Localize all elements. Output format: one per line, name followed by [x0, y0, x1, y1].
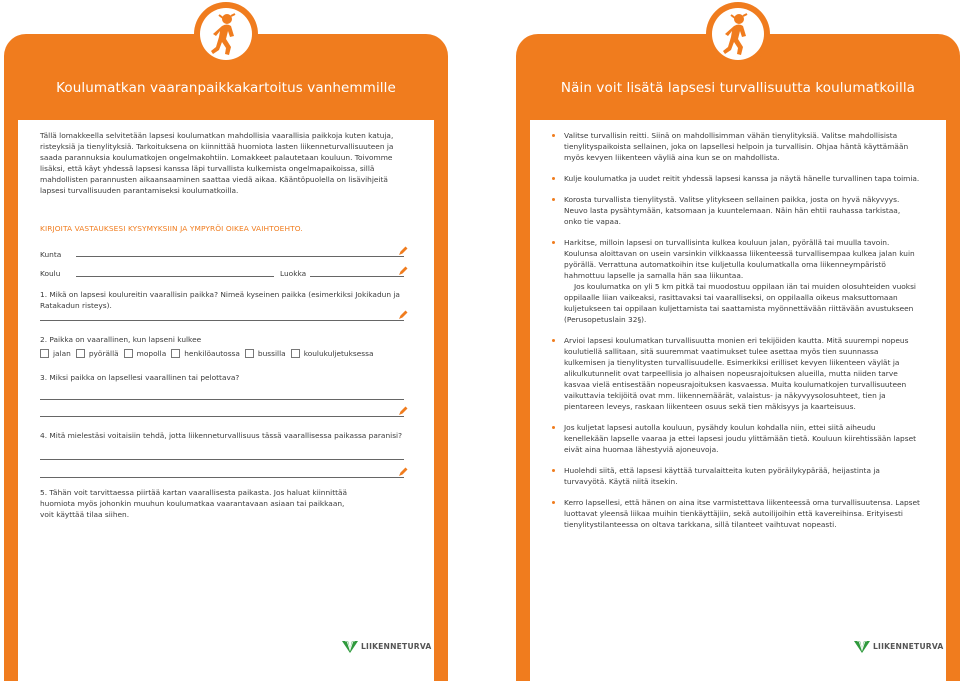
tips-panel — [530, 120, 946, 681]
pencil-icon — [398, 406, 408, 416]
question-4: 4. Mitä mielestäsi voitaisiin tehdä, jotta liikenneturvallisuus tässä vaarallisessa paikassa paranisi? — [40, 431, 403, 440]
intro-text: Tällä lomakkeella selvitetään lapsesi koulumatkan mahdollisia vaarallisia paikkoja kuten katuja, risteyksiä ja tienylityksiä. Tarkoituksena on kiinnittää huomiota lasten liikenneturvallisuuteen ja saada parannuksia koulumatkojen ongelmakohtiin. Lomakkeet palautetaan kouluun. Toivomme lisäksi, että käyt yhdessä lapsesi kanssa läpi turvallista kulkemista ongelmapaikoissa, sillä mahdollisten parannusten aikaansaaminen saattaa viedä aikaa. Kääntöpuolella on lisävihjeitä lapsesi turvallisuuden parantamiseksi koulumatkoilla. — [40, 131, 394, 195]
pencil-icon — [398, 246, 408, 256]
left-card-title: Koulumatkan vaaranpaikkakartoitus vanhemmille — [56, 80, 396, 96]
tip-item: Harkitse, milloin lapsesi on turvallisinta kulkea kouluun jalan, pyörällä tai muulla tavoin. Koulunsa aloittavan on usein varsinkin vilkkaassa liikenteessä turvallisempaa kulkea jalan kuin pyörällä. Verrattuna automatkoihin itse kuljetulla koulumatkalla oma liikenneympäristö hahmottuu lapselle ja samalla hän saa liikuntaa. Jos koulumatka on yli 5 km pitkä tai muodostuu oppilaan iän tai muiden olosuhteiden vuoksi oppilaalle liian vaikeaksi, rasittavaksi tai vaaralliseksi, on oppilaalla oikeus maksuttomaan kuljetukseen tai oppilaan kuljettamista tai saattamista myönnettävään riittävään avustukseen (Perusopetuslain 32§). — [550, 237, 920, 325]
question-1: 1. Mikä on lapsesi koulureitin vaarallisin paikka? Nimeä kyseinen paikka (esimerkiksi Jokikadun ja Ratakadun risteys). — [40, 290, 400, 310]
checkbox[interactable] — [40, 349, 49, 358]
liikenneturva-logo: LIIKENNETURVA — [854, 639, 944, 653]
answer-line-3a[interactable] — [40, 399, 404, 400]
right-card-title: Näin voit lisätä lapsesi turvallisuutta koulumatkoilla — [560, 80, 916, 96]
checkbox[interactable] — [124, 349, 133, 358]
transport-options — [40, 349, 379, 358]
checkbox[interactable] — [171, 349, 180, 358]
liikenneturva-logo: LIIKENNETURVA — [342, 639, 432, 653]
walking-child-icon — [206, 12, 246, 56]
walking-child-badge — [706, 2, 770, 66]
option-koulukuljetuksessa[interactable]: koulukuljetuksessa — [291, 349, 374, 358]
pencil-icon — [398, 310, 408, 320]
koulu-input-line[interactable] — [76, 276, 274, 277]
checkbox[interactable] — [76, 349, 85, 358]
checkbox[interactable] — [291, 349, 300, 358]
answer-line-4a[interactable] — [40, 459, 404, 460]
answer-line-3b[interactable] — [40, 416, 404, 417]
option-pyoralla[interactable]: pyörällä — [76, 349, 119, 358]
question-2: 2. Paikka on vaarallinen, kun lapseni kulkee — [40, 335, 202, 344]
luokka-input-line[interactable] — [310, 276, 404, 277]
option-jalan[interactable]: jalan — [40, 349, 71, 358]
option-bussilla[interactable]: bussilla — [245, 349, 286, 358]
checkbox[interactable] — [245, 349, 254, 358]
tip-item: Korosta turvallista tienylitystä. Valitse ylitykseen sellainen paikka, josta on hyvä näkyvyys. Neuvo lasta pysähtymään, katsomaan ja kuuntelemaan. Näin hän ehtii rauhassa tarkistaa, onko tie vapaa. — [550, 194, 920, 227]
survey-form-panel — [18, 120, 434, 681]
pencil-icon — [398, 266, 408, 276]
koulu-label: Koulu — [40, 269, 61, 278]
answer-line-4b[interactable] — [40, 477, 404, 478]
walking-child-badge — [194, 2, 258, 66]
tip-item: Huolehdi siitä, että lapsesi käyttää turvalaitteita kuten pyöräilykypärää, heijastinta ja turvavyötä. Käytä niitä itsekin. — [550, 465, 920, 487]
liikenneturva-logo-icon — [342, 639, 358, 653]
left-card — [4, 34, 448, 681]
option-mopolla[interactable]: mopolla — [124, 349, 167, 358]
kunta-label: Kunta — [40, 250, 62, 259]
pencil-icon — [398, 467, 408, 477]
instruction-text: KIRJOITA VASTAUKSESI KYSYMYKSIIN JA YMPYRÖI OIKEA VAIHTOEHTO. — [40, 224, 303, 233]
tip-item: Kerro lapsellesi, että hänen on aina itse varmistettava liikenteessä oma turvallisuutensa. Lapset luottavat yleensä liikaa muihin tienkäyttäjiin, sekä autoilijoihin että kavereihinsa. Erityisesti tienylitystilanteessa on oltava tarkkana, sillä tilanteet vaihtuvat nopeasti. — [550, 497, 920, 530]
tips-list — [550, 130, 920, 530]
answer-line-1[interactable] — [40, 320, 404, 321]
tip-item: Jos kuljetat lapsesi autolla kouluun, pysähdy koulun kohdalla niin, ettei siitä aiheudu kenellekään lapselle vaaraa ja ettei lapsesi joudu ylittämään tietä. Kouluun kiirehtissään lapset eivät aina huomaa lähestyviä ajoneuvoja. — [550, 422, 920, 455]
luokka-label: Luokka — [280, 269, 307, 278]
tip-item: Valitse turvallisin reitti. Siinä on mahdollisimman vähän tienylityksiä. Valitse mahdollisista tienylityspaikoista sellainen, joka on lapsellesi helpoin ja turvallisin. Ohjaa häntä käyttämään myös kevyen liikenteen väyliä aina kun se on mahdollista. — [550, 130, 920, 163]
tip-item: Arvioi lapsesi koulumatkan turvallisuutta monien eri tekijöiden kautta. Mitä suurempi nopeus koulutiellä sallitaan, sitä suuremmat vaatimukset tulee asettaa myös tien suunnassa kulkemisen ja tienylitysten turvallisuudelle. Esimerkiksi erilliset kevyen liikenteen väylät ja alikulkutunnelit ovat tarpeellisia jo alhaisen nopeusrajoituksen alueilla, mutta niiden tarve kasvaa vielä entisestään nopeusrajoituksen kasvaessa. Muita koulumatkojen turvallisuuteen vaikuttavia tekijöitä ovat mm. liikennemäärät, valaistus- ja näkyvyysolosuhteet, tien ja pientareen leveys, raskaan liikenteen osuus sekä tien mäkisyys ja kaarteisuus. — [550, 335, 920, 412]
option-henkiloautossa[interactable]: henkilöautossa — [171, 349, 240, 358]
liikenneturva-logo-icon — [854, 639, 870, 653]
walking-child-icon — [718, 12, 758, 56]
right-card — [516, 34, 960, 681]
question-3: 3. Miksi paikka on lapsellesi vaarallinen tai pelottava? — [40, 373, 240, 382]
question-5: 5. Tähän voit tarvittaessa piirtää kartan vaarallisesta paikasta. Jos haluat kiinnittää huomiota myös johonkin muuhun koulumatkaa vaarantavaan asiaan tai paikkaan, voit käyttää tilaa siihen. — [40, 488, 348, 519]
tip-item: Kulje koulumatka ja uudet reitit yhdessä lapsesi kanssa ja näytä hänelle turvallinen tapa toimia. — [550, 173, 920, 184]
kunta-input-line[interactable] — [76, 256, 404, 257]
